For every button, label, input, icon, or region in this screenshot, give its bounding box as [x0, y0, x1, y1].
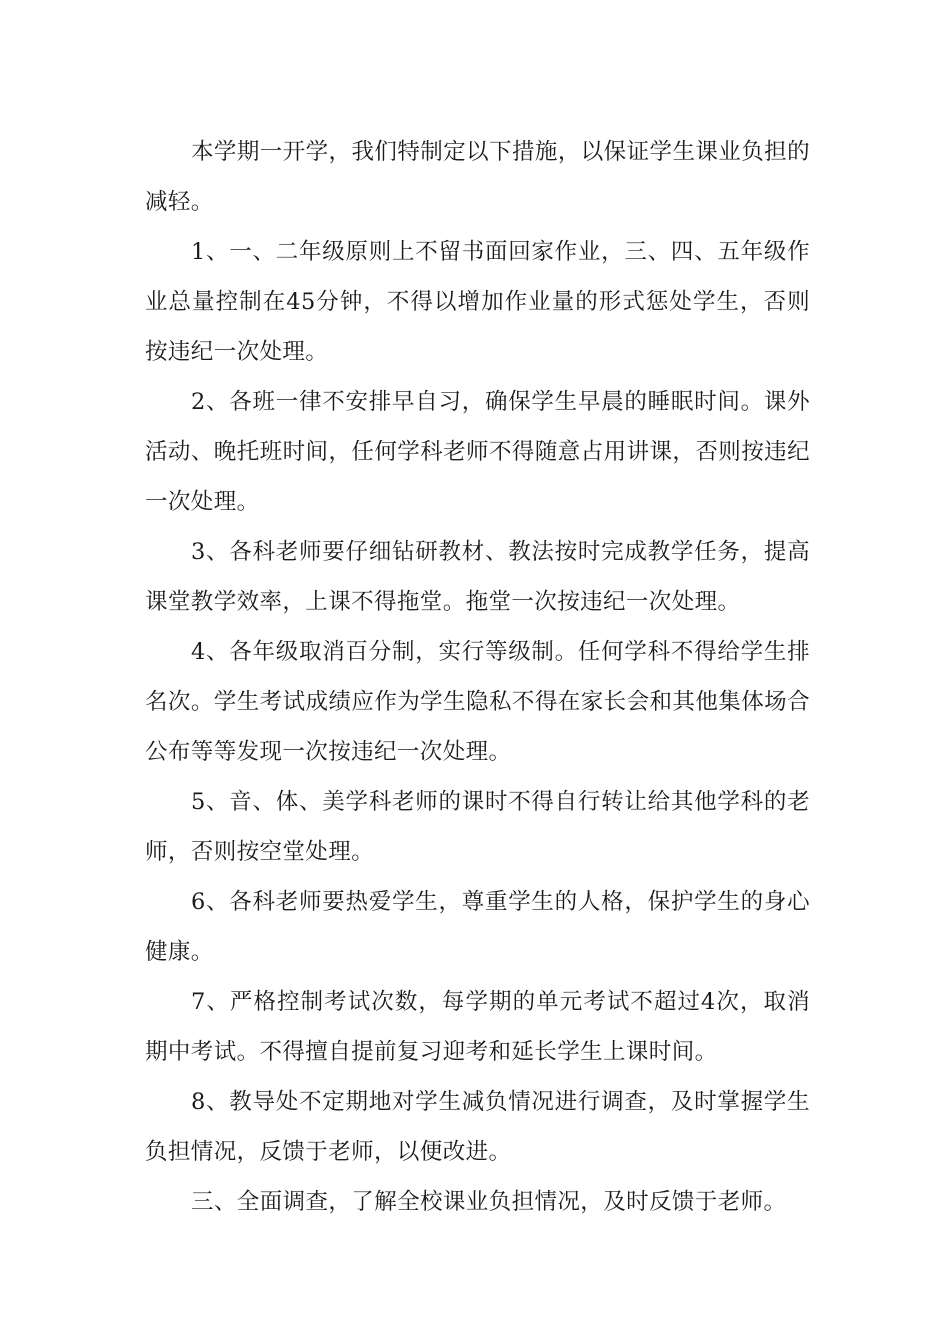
paragraph-rule-6: 6、各科老师要热爱学生，尊重学生的人格，保护学生的身心健康。: [145, 889, 810, 965]
paragraph-rule-4: 4、各年级取消百分制，实行等级制。任何学科不得给学生排名次。学生考试成绩应作为学生隐私不得在家长会和其他集体场合公布等等发现一次按违纪一次处理。: [145, 639, 810, 765]
paragraph-rule-5: 5、音、体、美学科老师的课时不得自行转让给其他学科的老师，否则按空堂处理。: [145, 789, 810, 865]
paragraph-rule-8: 8、教导处不定期地对学生减负情况进行调查，及时掌握学生负担情况，反馈于老师，以便改进。: [145, 1089, 810, 1165]
paragraph-intro: 本学期一开学，我们特制定以下措施，以保证学生课业负担的减轻。: [145, 139, 810, 215]
paragraph-rule-2: 2、各班一律不安排早自习，确保学生早晨的睡眠时间。课外活动、晚托班时间，任何学科老师不得随意占用讲课，否则按违纪一次处理。: [145, 389, 810, 515]
document-body: [145, 127, 810, 1227]
paragraph-rule-7: 7、严格控制考试次数，每学期的单元考试不超过4次，取消期中考试。不得擅自提前复习迎考和延长学生上课时间。: [145, 989, 810, 1065]
paragraph-section-three: 三、全面调查，了解全校课业负担情况，及时反馈于老师。: [191, 1189, 787, 1215]
paragraph-rule-3: 3、各科老师要仔细钻研教材、教法按时完成教学任务，提高课堂教学效率，上课不得拖堂。拖堂一次按违纪一次处理。: [145, 539, 810, 615]
paragraph-rule-1: 1、一、二年级原则上不留书面回家作业，三、四、五年级作业总量控制在45分钟，不得以增加作业量的形式惩处学生，否则按违纪一次处理。: [145, 239, 810, 365]
